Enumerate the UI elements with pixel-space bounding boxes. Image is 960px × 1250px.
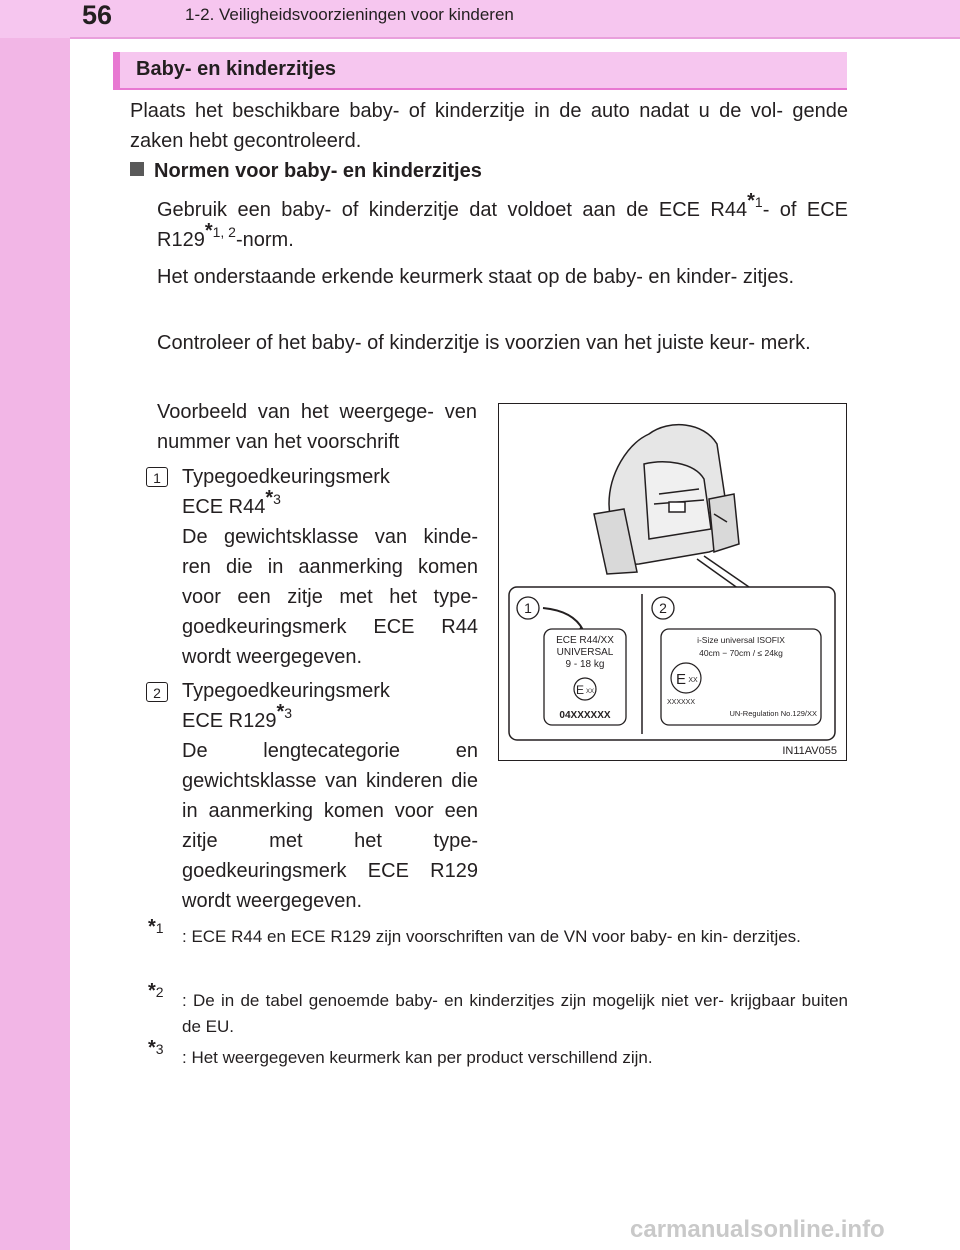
item-code: ECE R44 xyxy=(182,496,266,518)
label1-line3: 9 - 18 kg xyxy=(565,659,605,670)
left-margin-strip xyxy=(0,0,70,1250)
intro-paragraph: Plaats het beschikbare baby- of kinderzitje in de auto nadat u de vol- gende zaken hebt gecontroleerd. xyxy=(130,100,848,152)
footnote-ref: 1 xyxy=(754,194,763,210)
header-divider xyxy=(70,37,960,39)
item-number-badge: 1 xyxy=(146,467,168,487)
label1-line1: ECE R44/XX xyxy=(556,635,614,646)
callout-2-number: 2 xyxy=(659,600,667,616)
label2-number: XXXXXX xyxy=(667,699,696,706)
mark-paragraph: Het onderstaande erkende keurmerk staat op de baby- en kinder- zitjes. xyxy=(157,266,795,288)
chapter-title: 1-2. Veiligheidsvoorzieningen voor kinderen xyxy=(185,5,514,24)
item-description: De gewichtsklasse van kinde- ren die in aanmerking komen voor een zitje met het type- goedkeuringsmerk ECE R44 wordt weergegeven. xyxy=(182,526,478,668)
section-divider xyxy=(113,88,847,90)
page-number: 56 xyxy=(82,0,113,30)
label2-regulation: UN-Regulation No.129/XX xyxy=(729,709,817,718)
item-number-badge: 2 xyxy=(146,682,168,702)
callout-1-number: 1 xyxy=(524,600,532,616)
item-2-text: Typegoedkeuringsmerk ECE R129$^{*3}$ De lengtecategorie en gewichtsklasse van kinderen die in aanmerking komen voor een zitje met het type- goedkeuringsmerk ECE R129 wordt weergegeven. xyxy=(182,680,478,912)
watermark: carmanualsonline.info xyxy=(630,1216,885,1243)
label2-line1: i-Size universal ISOFIX xyxy=(697,635,785,645)
section-title: Baby- en kinderzitjes xyxy=(136,58,337,80)
footnote-text: : Het weergegeven keurmerk kan per product verschillend zijn. xyxy=(182,1048,653,1067)
footnote-mark: *1 xyxy=(148,916,164,938)
label2-line2: 40cm − 70cm / ≤ 24kg xyxy=(699,648,783,658)
norm-text-b: - of ECE R129 xyxy=(157,199,849,251)
subsection-heading xyxy=(130,160,482,183)
child-seat-illustration xyxy=(499,404,845,759)
figure-code: IN11AV055 xyxy=(782,745,837,757)
square-bullet-icon xyxy=(130,162,144,176)
footnote-ref: 1, 2 xyxy=(212,224,236,240)
item-description: De lengtecategorie en gewichtsklasse van kinderen die in aanmerking komen voor een zitje met het type- goedkeuringsmerk ECE R129 wordt weergegeven. xyxy=(182,740,478,912)
child-seat-figure xyxy=(498,403,847,761)
label1-number: 04XXXXXX xyxy=(559,710,611,721)
footnote-mark: *3 xyxy=(148,1037,164,1059)
item-code: ECE R129 xyxy=(182,710,277,732)
label1-line2: UNIVERSAL xyxy=(556,647,614,658)
child-seat-icon xyxy=(594,425,739,574)
subsection-title: Normen voor baby- en kinderzitjes xyxy=(154,160,482,182)
norm-text-c: -norm. xyxy=(235,229,294,251)
check-paragraph: Controleer of het baby- of kinderzitje is voorzien van het juiste keur- merk. xyxy=(157,332,811,354)
label1-emark: E xyxy=(575,683,585,697)
footnote-mark: *2 xyxy=(148,980,164,1002)
footnote-text: : De in de tabel genoemde baby- en kinderzitjes zijn mogelijk niet ver- krijgbaar buiten de EU. xyxy=(182,991,848,1036)
example-paragraph: Voorbeeld van het weergege- ven nummer van het voorschrift xyxy=(157,401,477,453)
norm-paragraph: Gebruik een baby- of kinderzitje dat voldoet aan de ECE R44$^{*1}$- of ECE R129$^{*1, 2}$-norm. xyxy=(157,190,849,251)
label1-emark-sub: XX xyxy=(585,689,595,695)
section-heading-bar xyxy=(113,52,847,88)
footnote-ref: 3 xyxy=(284,705,293,721)
footnote-ref: 3 xyxy=(273,491,281,507)
norm-text-a: Gebruik een baby- of kinderzitje dat voldoet aan de ECE R44 xyxy=(157,199,748,221)
label2-emark: E xyxy=(675,671,687,688)
label2-emark-sub: XX xyxy=(688,677,698,684)
item-title: Typegoedkeuringsmerk xyxy=(182,466,390,488)
footnote-text: : ECE R44 en ECE R129 zijn voorschriften van de VN voor baby- en kin- derzitjes. xyxy=(182,927,801,946)
item-1-text: Typegoedkeuringsmerk ECE R44$^{*3}$ De gewichtsklasse van kinde- ren die in aanmerking komen voor een zitje met het type- goedkeuringsmerk ECE R44 wordt weergegeven. xyxy=(182,466,478,668)
item-title: Typegoedkeuringsmerk xyxy=(182,680,390,702)
